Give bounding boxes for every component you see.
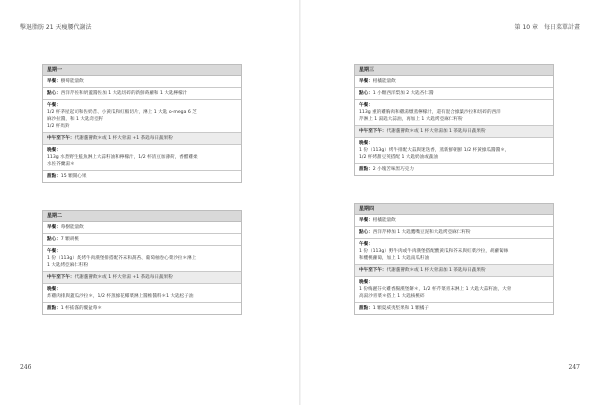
snack-label: 點心： bbox=[359, 230, 373, 235]
page-number: 247 bbox=[568, 364, 580, 371]
afternoon-label: 中午至下午： bbox=[359, 268, 387, 273]
snack-row bbox=[43, 88, 241, 100]
lunch-line: 1/2 杯馬鈴 bbox=[47, 124, 70, 129]
lunch-label: 午餐： bbox=[359, 103, 373, 108]
breakfast-label: 早餐： bbox=[359, 79, 373, 84]
dinner-label: 晚餐： bbox=[359, 280, 373, 285]
dinner-row bbox=[355, 277, 553, 303]
dinner-row bbox=[355, 138, 553, 164]
lunch-label: 午餐： bbox=[47, 249, 61, 254]
breakfast-label: 早餐： bbox=[359, 218, 373, 223]
lunch-line: 和櫻桃蘿蔔，加上 1 大匙南瓜籽油 bbox=[359, 256, 430, 261]
dessert-text: 2 小塊苦味黑巧克力 bbox=[372, 167, 414, 172]
afternoon-row bbox=[43, 133, 241, 145]
afternoon-label: 中午至下午： bbox=[359, 129, 387, 134]
snack-text: 西洋芹佐和奶蓋醬佐加 1 大匙切碎的新鮮蒔蘿和 1 大匙檸檬汁 bbox=[60, 91, 188, 96]
dinner-line: 高湯沙青菜＊搭上 1 大匙核桃碎 bbox=[359, 294, 425, 299]
running-header: 擊退脂肪 21 天瘦腰代謝法 bbox=[20, 24, 92, 31]
lunch-line: 1/2 杯茅屋起司和佐奶昔、小黃瓜和紅椒切片，淋上 1 大匙 o-mega 6 芝 bbox=[47, 110, 197, 115]
breakfast-label: 早餐： bbox=[47, 225, 61, 230]
dessert-label: 甜點： bbox=[359, 167, 373, 172]
afternoon-row bbox=[43, 272, 241, 284]
dinner-line: 113g 水煮野生鮭魚淋上大蒜籽油和檸檬汁，1/2 杯清豆加薄荷，香醋雞柔 bbox=[47, 155, 198, 160]
snack-row bbox=[355, 88, 553, 100]
meal-card-monday bbox=[42, 64, 242, 183]
dinner-line: 1 份（113g）烤牛排配大蒜與迷迭香，蒸新鮮朝鮮 1/2 杯黃綠瓜醬醬＊， bbox=[359, 148, 510, 153]
breakfast-text: 樹莓能量飲 bbox=[60, 79, 84, 84]
dinner-line: 1 份梅麗芬火雞香腸漢堡餅＊，1/2 杯芹菜青末淋上 1 大匙大蒜籽油，大骨 bbox=[359, 287, 512, 292]
meal-card-wednesday bbox=[354, 64, 554, 176]
snack-label: 點心： bbox=[47, 91, 61, 96]
dessert-label: 甜點： bbox=[359, 306, 373, 311]
afternoon-text: 代謝蘆薈飲＊或 1 杯大骨湯加 1 茶匙每日蔬果粉 bbox=[386, 129, 486, 134]
lunch-row bbox=[43, 246, 241, 272]
snack-text: 7 顆胡桃 bbox=[60, 237, 79, 242]
breakfast-label: 早餐： bbox=[47, 79, 61, 84]
breakfast-text: 柑橘能量飲 bbox=[372, 79, 396, 84]
snack-row bbox=[355, 227, 553, 239]
card-title: 星期三 bbox=[355, 65, 553, 76]
breakfast-text: 柑橘能量飲 bbox=[372, 218, 396, 223]
dinner-label: 晚餐： bbox=[359, 141, 373, 146]
lunch-label: 午餐： bbox=[47, 103, 61, 108]
snack-label: 點心： bbox=[359, 91, 373, 96]
card-title: 星期二 bbox=[43, 211, 241, 222]
lunch-row bbox=[355, 239, 553, 265]
dessert-text: 1 杯搖霧的覆盆莓＊ bbox=[60, 306, 102, 311]
dessert-label: 甜點： bbox=[47, 306, 61, 311]
meal-card-tuesday bbox=[42, 210, 242, 315]
snack-row bbox=[43, 234, 241, 246]
lunch-line: 芹淋上 1 湯匙大蒜油，再加上 1 大匙烤亞麻仁籽粉 bbox=[359, 117, 463, 122]
dessert-text: 1 顆夏威夷堅果和 1 顆橘子 bbox=[372, 306, 429, 311]
dessert-row bbox=[355, 164, 553, 175]
lunch-line: 1 大匙烤亞麻仁籽粉 bbox=[47, 263, 89, 268]
lunch-line: 113g 重的雞胸肉和雞湯燉蒸檸檬汁，還有混合綠葉沙拉和切碎的西洋 bbox=[359, 110, 501, 115]
lunch-row bbox=[355, 100, 553, 126]
dinner-line: 炸雞肉排與蓋瓜沙拉＊，1/2 杯蒸綠花椰菜淋上醬椎醬料＊1 大匙松子油 bbox=[47, 294, 194, 299]
breakfast-row bbox=[43, 76, 241, 88]
lunch-line: 1 份（113g）野牛肉或牛肉漢堡搭配酸黃瓜和芥末與紅菜沙拉，胡蘿蔔絲 bbox=[359, 249, 509, 254]
dessert-text: 15 顆開心果 bbox=[60, 174, 87, 179]
meal-card-thursday bbox=[354, 203, 554, 315]
afternoon-row bbox=[355, 265, 553, 277]
breakfast-row bbox=[355, 76, 553, 88]
page-number: 246 bbox=[20, 364, 32, 371]
afternoon-label: 中午至下午： bbox=[47, 136, 75, 141]
dessert-row bbox=[43, 171, 241, 182]
dinner-row bbox=[43, 145, 241, 171]
card-title: 星期一 bbox=[43, 65, 241, 76]
dessert-row bbox=[43, 303, 241, 314]
dinner-row bbox=[43, 284, 241, 303]
snack-text: 西洋芹棒加 1 大匙鷹嘴豆泥和大匙烤亞麻仁籽粉 bbox=[372, 230, 471, 235]
dinner-label: 晚餐： bbox=[47, 148, 61, 153]
lunch-line: 1 份（113g）炙烤牛肉漢堡排搭配芥末和萵苔、葡萄柚卷心菜沙拉＊淋上 bbox=[47, 256, 197, 261]
breakfast-text: 莓樹能量飲 bbox=[60, 225, 84, 230]
dinner-label: 晚餐： bbox=[47, 287, 61, 292]
dessert-label: 甜點： bbox=[47, 174, 61, 179]
right-page bbox=[300, 0, 600, 405]
card-title: 星期四 bbox=[355, 204, 553, 215]
afternoon-text: 代謝蘆薈飲＊或 1 杯大骨湯 +1 茶匙每日蔬果粉 bbox=[74, 136, 173, 141]
lunch-row bbox=[43, 100, 241, 133]
snack-text: 1 小顆西洋梨加 2 大匙杏仁醬 bbox=[372, 91, 434, 96]
afternoon-row bbox=[355, 126, 553, 138]
afternoon-text: 代謝蘆薈飲＊或 1 杯大骨湯 +1 茶匙每日蔬果粉 bbox=[74, 275, 173, 280]
snack-label: 點心： bbox=[47, 237, 61, 242]
dinner-line: 1/2 杯烤甜豆莢搭配 1 大匙奶油或蔬油 bbox=[359, 155, 439, 160]
breakfast-row bbox=[355, 215, 553, 227]
running-header: 第 10 章 每日菜單計畫 bbox=[514, 24, 580, 31]
afternoon-text: 代謝蘆薈飲＊或 1 杯大骨湯加 1 茶匙每日蔬果粉 bbox=[386, 268, 486, 273]
dessert-row bbox=[355, 303, 553, 314]
lunch-label: 午餐： bbox=[359, 242, 373, 247]
afternoon-label: 中午至下午： bbox=[47, 275, 75, 280]
breakfast-row bbox=[43, 222, 241, 234]
dinner-line: 水佐芥蘭湯＊ bbox=[47, 162, 75, 167]
lunch-line: 麻沙拉醬，和 1 大匙奇亞籽 bbox=[47, 117, 104, 122]
